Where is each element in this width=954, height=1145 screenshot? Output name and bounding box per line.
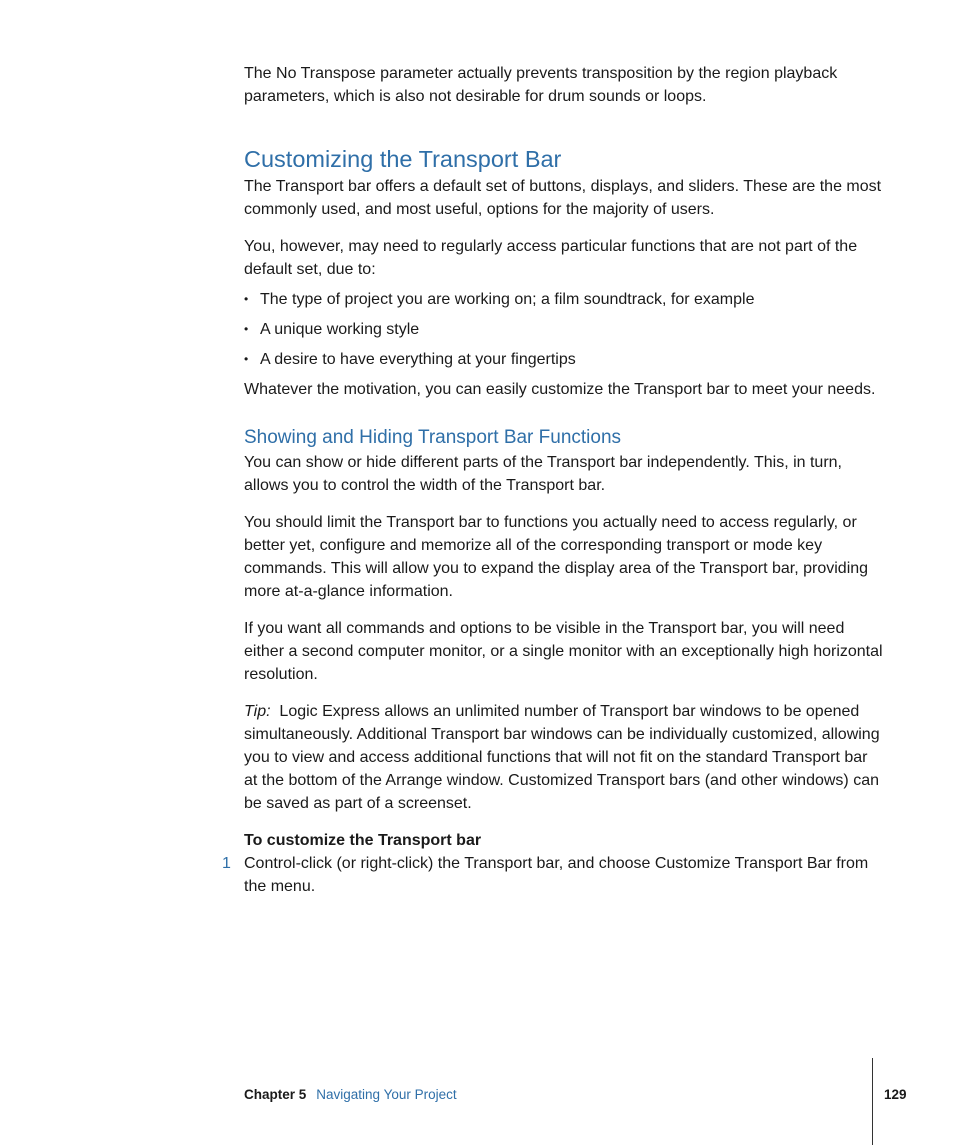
paragraph: You should limit the Transport bar to functions you actually need to access regularly, or better yet, configure and memorize all of the corresponding transport or mode key commands. This will allow you to expand the display area of the Transport bar, providing more at-a-glance information. [244, 514, 869, 600]
tip-text: Logic Express allows an unlimited number of Transport bar windows to be opened simultaneously. Additional Transport bar windows can be individually customized, allowing you to view and access additional functions that will not fit on the standard Transport bar at the bottom of the Arrange window. Customized Transport bars (and other windows) can be saved as part of a screenset. [244, 703, 880, 812]
list-item-text: A unique working style [260, 321, 420, 338]
list-item [244, 348, 884, 371]
step-text: Control-click (or right-click) the Transport bar, and choose Customize Transport Bar from the menu. [244, 855, 869, 895]
paragraph: You can show or hide different parts of the Transport bar independently. This, in turn, allows you to control the width of the Transport bar. [244, 454, 842, 494]
paragraph: If you want all commands and options to be visible in the Transport bar, you will need either a second computer monitor, or a single monitor with an exceptionally high horizontal resolution. [244, 620, 883, 683]
paragraph: You, however, may need to regularly access particular functions that are not part of the default set, due to: [244, 238, 858, 278]
page-footer [244, 1085, 457, 1105]
section-heading-customizing: Customizing the Transport Bar [244, 146, 562, 172]
intro-paragraph [244, 62, 884, 108]
footer-divider [872, 1058, 873, 1145]
subsection-heading-showing-hiding: Showing and Hiding Transport Bar Functions [244, 427, 622, 448]
procedure-title: To customize the Transport bar [244, 832, 482, 849]
list-item-text: A desire to have everything at your fingertips [260, 351, 576, 368]
bullet-icon: • [244, 322, 249, 336]
bullet-list [244, 288, 884, 371]
bullet-icon: • [244, 352, 249, 366]
procedure-step [222, 852, 884, 898]
tip-label: Tip: [244, 703, 271, 720]
footer-chapter-title: Navigating Your Project [316, 1087, 457, 1102]
bullet-icon: • [244, 292, 249, 306]
list-item [244, 318, 884, 341]
section-customizing-body [244, 175, 884, 401]
footer-chapter: Chapter 5 [244, 1087, 307, 1102]
list-item [244, 288, 884, 311]
step-number: 1 [222, 855, 231, 872]
tip-paragraph [244, 700, 884, 815]
page-number: 129 [884, 1087, 907, 1102]
paragraph: The Transport bar offers a default set of buttons, displays, and sliders. These are the most commonly used, and most useful, options for the majority of users. [244, 178, 882, 218]
intro-text: The No Transpose parameter actually prevents transposition by the region playback parameters, which is also not desirable for drum sounds or loops. [244, 65, 838, 105]
paragraph: Whatever the motivation, you can easily customize the Transport bar to meet your needs. [244, 381, 876, 398]
section-showing-hiding-body [244, 451, 884, 815]
list-item-text: The type of project you are working on; a film soundtrack, for example [260, 291, 755, 308]
